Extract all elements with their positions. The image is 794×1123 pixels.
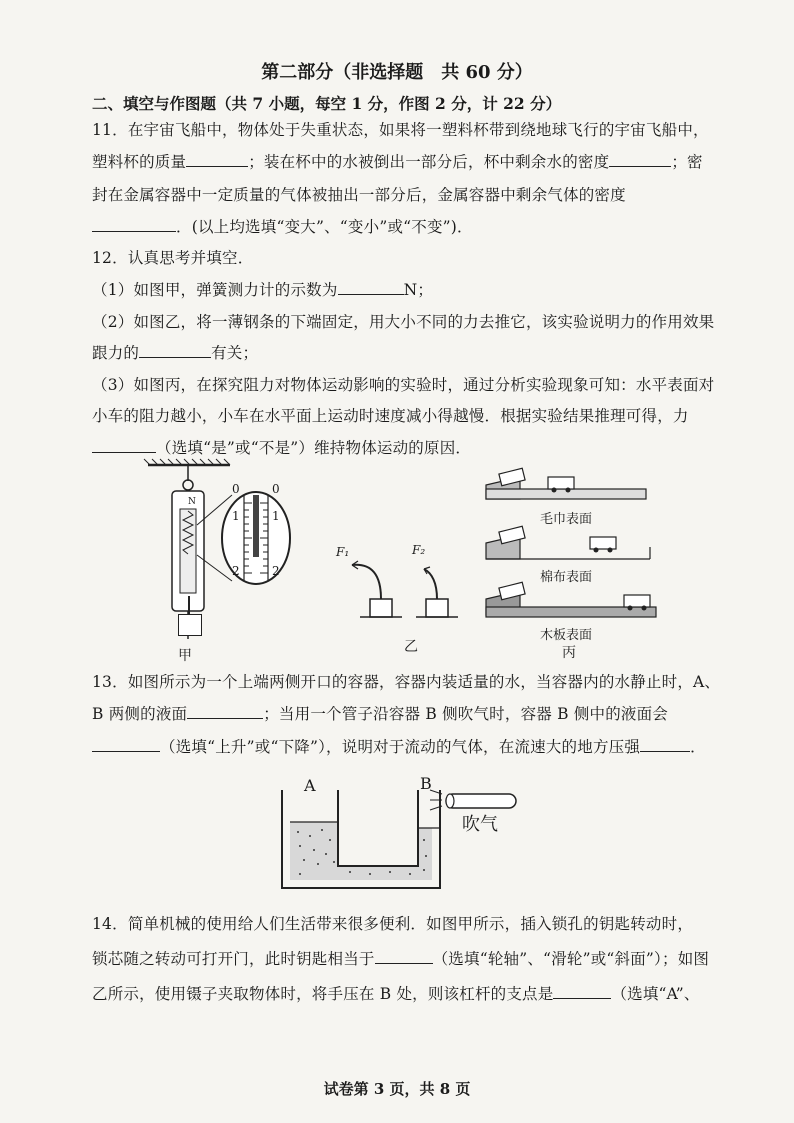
steel-strip-diagram — [352, 561, 458, 617]
q11-line1: 11．在宇宙飞船中，物体处于失重状态，如果将一塑料杯带到绕地球飞行的宇宙飞船中， — [92, 121, 709, 139]
q14-text-d: （选填“A”、 — [611, 985, 700, 1003]
part-title: 第二部分（非选择题 共 60 分） — [261, 62, 533, 83]
q13-text-c: （选填“上升”或“下降”），说明对于流动的气体，在流速大的地方压强 — [160, 738, 641, 756]
label-bing: 丙 — [562, 645, 576, 661]
scale-right-2: 2 — [272, 564, 280, 578]
q14-line2 — [92, 947, 709, 969]
q12-text-c: 跟力的 — [92, 344, 140, 362]
q12-line6: 小车的阻力越小，小车在水平面上运动时速度减小得越慢．根据实验结果推理可得，力 — [92, 407, 689, 425]
q13-blank-3[interactable] — [640, 737, 690, 752]
figure-q13 — [0, 770, 794, 895]
q13-text-a: B 两侧的液面 — [92, 705, 188, 723]
q12-text-e: （选填“是”或“不是”）维持物体运动的原因． — [156, 439, 472, 457]
force-f2-label: F₂ — [412, 543, 426, 557]
q12-text-a: （1）如图甲，弹簧测力计的示数为 — [92, 281, 338, 299]
q12-line5: （3）如图丙，在探究阻力对物体运动影响的实验时，通过分析实验现象可知：水平表面对 — [92, 376, 715, 394]
weight-string — [188, 596, 190, 614]
q11-blank-3[interactable] — [92, 217, 176, 232]
q13-line3 — [92, 735, 706, 757]
q12-text-b: N； — [403, 281, 434, 299]
scale-left-2: 2 — [232, 564, 240, 578]
q11-line4 — [92, 215, 473, 237]
spring-scale-diagram — [144, 459, 290, 651]
q13-text-b: ；当用一个管子沿容器 B 侧吹气时，容器 B 侧中的液面会 — [263, 705, 669, 723]
blow-label: 吹气 — [462, 814, 498, 835]
q11-text-b: ；装在杯中的水被倒出一部分后，杯中剩余水的密度 — [248, 153, 610, 171]
hanging-weight — [178, 614, 202, 636]
surface-cotton: 棉布表面 — [540, 570, 593, 585]
q14-text-a: 锁芯随之转动可打开门，此时钥匙相当于 — [92, 950, 375, 968]
section-heading: 二、填空与作图题（共 7 小题，每空 1 分，作图 2 分，计 22 分） — [92, 94, 562, 113]
force-f1-label: F₁ — [336, 545, 350, 559]
q12-blank-3[interactable] — [92, 438, 156, 453]
label-jia: 甲 — [178, 648, 192, 664]
q14-blank-1[interactable] — [375, 949, 433, 964]
q12-line3: （2）如图乙，将一薄钢条的下端固定，用大小不同的力去推它，该实验说明力的作用效果 — [92, 313, 715, 331]
q12-line4 — [92, 341, 258, 363]
q11-line3: 封在金属容器中一定质量的气体被抽出一部分后，金属容器中剩余气体的密度 — [92, 186, 626, 204]
q14-text-b: （选填“轮轴”、“滑轮”或“斜面”）；如图 — [432, 950, 710, 968]
q13-blank-1[interactable] — [187, 704, 263, 719]
q11-text-a: 塑料杯的质量 — [92, 153, 187, 171]
q13-line1: 13．如图所示为一个上端两侧开口的容器，容器内装适量的水，当容器内的水静止时，A、 — [92, 673, 721, 691]
q13-line2 — [92, 702, 668, 724]
q14-line1: 14．简单机械的使用给人们生活带来很多便利．如图甲所示，插入锁孔的钥匙转动时， — [92, 915, 694, 933]
q14-line3 — [92, 982, 700, 1004]
surface-wood: 木板表面 — [540, 628, 593, 643]
scale-left-0: 0 — [232, 482, 240, 496]
q11-text-d: ．(以上均选填“变大”、“变小”或“不变”)． — [176, 218, 473, 236]
label-a: A — [304, 776, 316, 795]
q14-text-c: 乙所示，使用镊子夹取物体时，将手压在 B 处，则该杠杆的支点是 — [92, 985, 554, 1003]
q13-blank-2[interactable] — [92, 737, 160, 752]
q12-text-d: 有关； — [211, 344, 259, 362]
q13-text-d: ． — [690, 738, 706, 756]
ramp-diagrams — [486, 468, 656, 617]
q12-line1: 12．认真思考并填空． — [92, 249, 254, 267]
scale-right-0: 0 — [272, 482, 280, 496]
scale-right-1: 1 — [272, 509, 280, 523]
q12-line2 — [92, 278, 433, 300]
u-tube-container — [282, 790, 440, 888]
q11-blank-2[interactable] — [609, 152, 671, 167]
label-b: B — [420, 774, 432, 793]
page-footer: 试卷第 3 页，共 8 页 — [323, 1080, 471, 1098]
q11-blank-1[interactable] — [186, 152, 248, 167]
blow-tube — [430, 790, 516, 810]
q12-blank-1[interactable] — [338, 280, 404, 295]
surface-towel: 毛巾表面 — [540, 512, 593, 527]
q12-blank-2[interactable] — [139, 343, 211, 358]
q11-text-c: ；密 — [671, 153, 703, 171]
spring-n-label: N — [188, 497, 196, 507]
q14-blank-2[interactable] — [553, 984, 611, 999]
q11-line2 — [92, 150, 703, 172]
label-yi: 乙 — [404, 639, 418, 655]
figure-q12 — [0, 455, 794, 670]
scale-left-1: 1 — [232, 509, 240, 523]
